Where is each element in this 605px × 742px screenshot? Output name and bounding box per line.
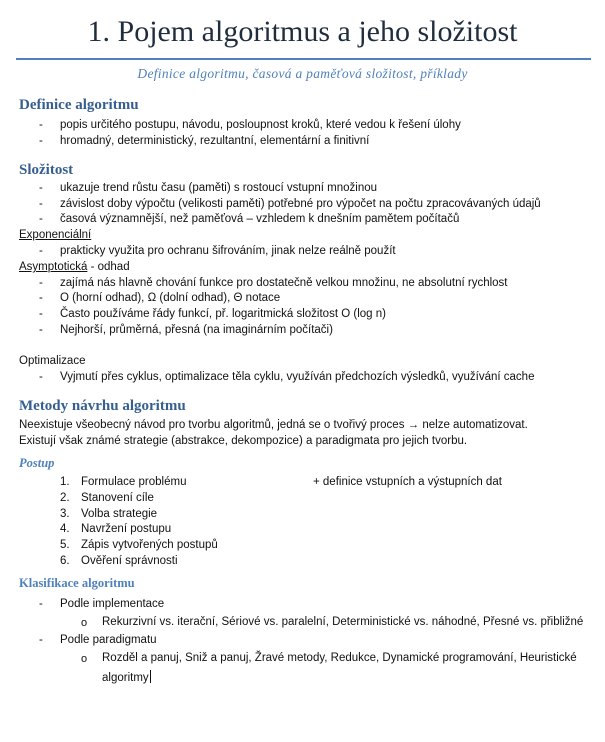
bullet-dash: - xyxy=(39,598,43,610)
numbered-item: Volba strategie xyxy=(81,508,158,520)
numbered-item-num: 1. xyxy=(60,476,70,488)
sub-list-item: Rozděl a panuj, Sniž a panuj, Žravé metody, Redukce, Dynamické programování, Heuristické xyxy=(102,652,577,664)
list-item: Často používáme řády funkcí, př. logaritmická složitost O (log n) xyxy=(60,308,386,320)
list-item: prakticky využita pro ochranu šifrováním, jinak nelze reálně použít xyxy=(60,245,396,257)
list-item: časová významnější, než paměťová – vzhledem k dnešním pamětem počítačů xyxy=(60,213,460,225)
list-item: Vyjmutí přes cyklus, optimalizace těla cyklu, využíván předchozích výsledků, využívání cache xyxy=(60,371,535,383)
bullet-circle: o xyxy=(81,653,88,665)
numbered-item: Ověření správnosti xyxy=(81,555,178,567)
label-asymptoticka xyxy=(19,260,130,275)
paragraph: Neexistuje všeobecný návod pro tvorbu algoritmů, jedná se o tvořivý proces → nelze automatizovat. xyxy=(19,419,528,431)
list-item: Podle implementace xyxy=(60,598,165,610)
list-item: zajímá nás hlavně chování funkce pro dostatečně velkou množinu, ne absolutní rychlost xyxy=(60,277,508,289)
bullet-dash: - xyxy=(39,119,43,131)
label-exponencialni: Exponenciální xyxy=(19,229,92,241)
list-item: popis určitého postupu, návodu, posloupnost kroků, které vedou k řešení úlohy xyxy=(60,119,461,131)
list-item: Podle paradigmatu xyxy=(60,634,157,646)
bullet-dash: - xyxy=(39,135,43,147)
bullet-circle: o xyxy=(81,617,88,629)
postup-note: + definice vstupních a výstupních dat xyxy=(313,476,502,488)
list-item: Nejhorší, průměrná, přesná (na imaginárním počítači) xyxy=(60,324,333,336)
list-item: ukazuje trend růstu času (paměti) s rostoucí vstupní množinou xyxy=(60,182,378,194)
bullet-dash: - xyxy=(39,182,43,194)
heading-klasifikace: Klasifikace algoritmu xyxy=(19,576,135,590)
sub-list-item-continuation xyxy=(102,670,151,686)
paragraph: Existují však známé strategie (abstrakce, dekompozice) a paradigmata pro jejich tvorbu. xyxy=(19,435,468,447)
bullet-dash: - xyxy=(39,634,43,646)
bullet-dash: - xyxy=(39,371,43,383)
heading-slozitost: Složitost xyxy=(19,162,74,178)
page-subtitle: Definice algoritmu, časová a paměťová složitost, příklady xyxy=(137,66,468,81)
asymptoticka-underlined: Asymptotická xyxy=(19,261,88,273)
bullet-dash: - xyxy=(39,213,43,225)
heading-postup: Postup xyxy=(19,456,55,470)
bullet-dash: - xyxy=(39,198,43,210)
numbered-item-num: 4. xyxy=(60,523,70,535)
numbered-item-num: 6. xyxy=(60,555,70,567)
list-item: O (horní odhad), Ω (dolní odhad), Θ notace xyxy=(60,292,281,304)
title-rule xyxy=(16,58,591,60)
numbered-item: Navržení postupu xyxy=(81,523,172,535)
bullet-dash: - xyxy=(39,324,43,336)
bullet-dash: - xyxy=(39,277,43,289)
bullet-dash: - xyxy=(39,292,43,304)
numbered-item: Zápis vytvořených postupů xyxy=(81,539,218,551)
asymptoticka-suffix: - odhad xyxy=(87,261,130,273)
page-title: 1. Pojem algoritmus a jeho složitost xyxy=(87,15,518,48)
sub-list-item: Rekurzivní vs. iterační, Sériové vs. paralelní, Deterministické vs. náhodné, Přesné vs. přibližné xyxy=(102,616,584,628)
list-item: hromadný, deterministický, rezultantní, elementární a finitivní xyxy=(60,135,370,147)
numbered-item-num: 3. xyxy=(60,508,70,520)
bullet-dash: - xyxy=(39,308,43,320)
list-item: závislost doby výpočtu (velikosti paměti) potřebné pro výpočet na počtu zpracovávaných údajů xyxy=(60,198,541,210)
numbered-item: Formulace problému xyxy=(81,476,187,488)
numbered-item-num: 5. xyxy=(60,539,70,551)
label-optimalizace: Optimalizace xyxy=(19,355,86,367)
heading-definice: Definice algoritmu xyxy=(19,97,139,113)
text-cursor xyxy=(150,670,151,683)
heading-metody: Metody návrhu algoritmu xyxy=(19,398,186,414)
numbered-item: Stanovení cíle xyxy=(81,492,154,504)
bullet-dash: - xyxy=(39,245,43,257)
continuation-text: algoritmy xyxy=(102,672,149,684)
numbered-item-num: 2. xyxy=(60,492,70,504)
